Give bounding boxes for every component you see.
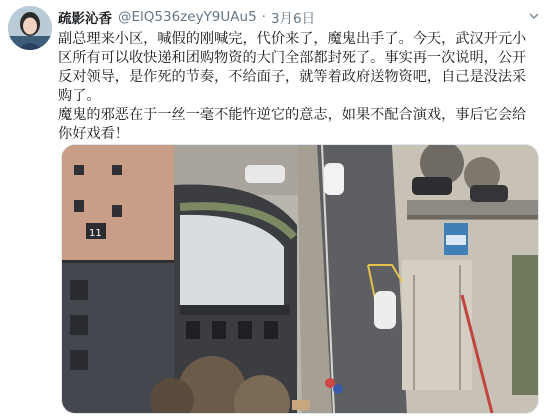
car	[245, 165, 285, 183]
date-separator: ·	[261, 9, 266, 25]
user-handle[interactable]: @ElQ536zeyY9UAu5	[118, 9, 257, 25]
car	[374, 291, 396, 329]
car	[470, 185, 508, 202]
tweet-photo[interactable]	[61, 144, 539, 414]
building-number: 11	[89, 228, 102, 239]
avatar-image	[8, 6, 52, 50]
avatar[interactable]	[8, 6, 52, 50]
car	[412, 177, 452, 195]
tweet-paragraph-2: 魔鬼的邪恶在于一丝一毫不能忤逆它的意志，如果不配合演戏，事后它会给你好戏看！	[58, 107, 527, 142]
tweet-date[interactable]: 3月6日	[270, 11, 316, 27]
display-name[interactable]: 疏影沁香	[58, 11, 112, 27]
tweet-header	[58, 6, 315, 28]
car	[324, 163, 344, 195]
chevron-down-icon[interactable]	[528, 10, 540, 22]
tweet-text	[58, 30, 538, 144]
aerial-street-photo	[62, 145, 538, 413]
tweet-paragraph-1: 副总理来小区，喊假的刚喊完，代价来了，魔鬼出手了。今天，武汉开元小区所有可以收快递和团购物资的大门全部都封死了。事实再一次说明，公开反对领导，是作死的节奏，不给面子，就等着政府送物资吧，自己是没法采购了。	[58, 31, 527, 104]
